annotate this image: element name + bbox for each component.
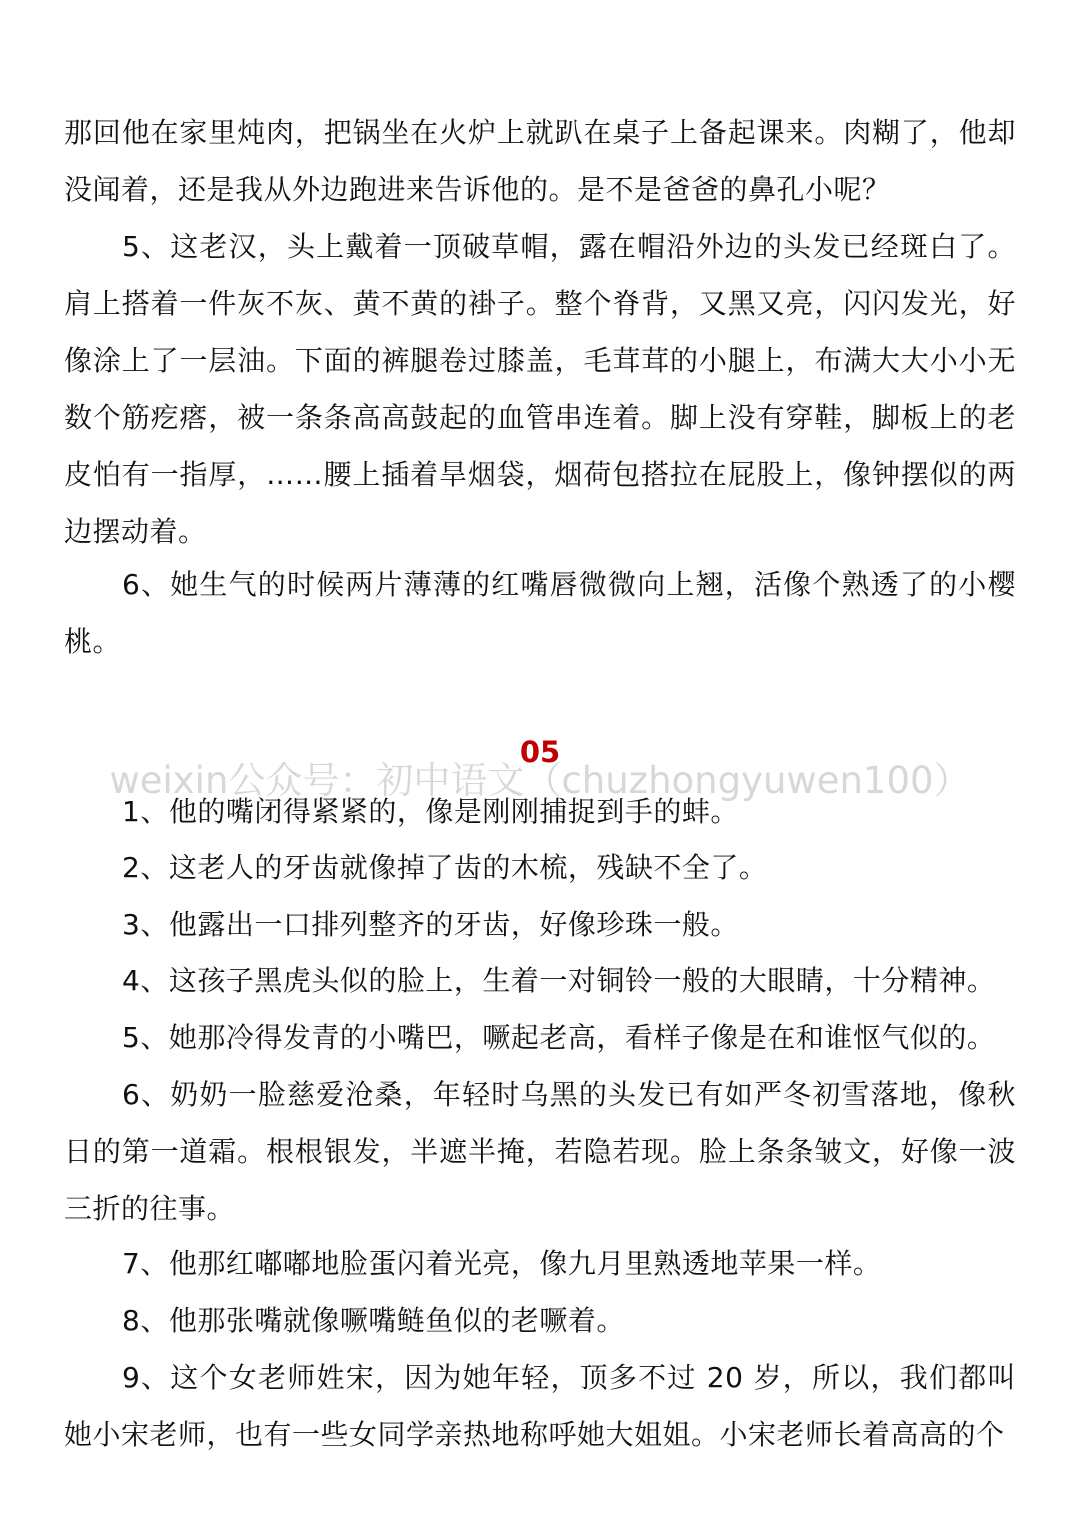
section-number: 05 [519,735,561,769]
list-item-7: 7、他那红嘟嘟地脸蛋闪着光亮，像九月里熟透地苹果一样。 [122,1247,882,1280]
watermark: weixin公众号：初中语文（chuzhongyuwen100） [109,759,971,802]
list-item-prev-5: 5、这老汉，头上戴着一顶破草帽，露在帽沿外边的头发已经斑白了。肩上搭着一件灰不灰、黄不黄的褂子。整个脊背，又黑又亮，闪闪发光，好像涂上了一层油。下面的裤腿卷过膝盖，毛茸茸的小腿上，布满大大小小无数个筋疙瘩，被一条条高高鼓起的血管串连着。脚上没有穿鞋，脚板上的老皮怕有一指厚，……腰上插着旱烟袋，烟荷包搭拉在屁股上，像钟摆似的两边摆动着。 [64,230,1016,548]
list-item-prev-6: 6、她生气的时候两片薄薄的红嘴唇微微向上翘，活像个熟透了的小樱桃。 [64,568,1016,658]
list-item-6: 6、奶奶一脸慈爱沧桑，年轻时乌黑的头发已有如严冬初雪落地，像秋日的第一道霜。根根银发，半遮半掩，若隐若现。脸上条条皱文，好像一波三折的往事。 [64,1078,1016,1225]
list-item-3: 3、他露出一口排列整齐的牙齿，好像珍珠一般。 [122,908,739,941]
list-item-4: 4、这孩子黑虎头似的脸上，生着一对铜铃一般的大眼睛，十分精神。 [122,964,996,997]
list-item-1: 1、他的嘴闭得紧紧的，像是刚刚捕捉到手的蚌。 [122,795,739,828]
list-item-9: 9、这个女老师姓宋，因为她年轻，顶多不过 20 岁，所以，我们都叫她小宋老师，也有一些女同学亲热地称呼她大姐姐。小宋老师长着高高的个 [64,1361,1016,1451]
continuation-paragraph: 那回他在家里炖肉，把锅坐在火炉上就趴在桌子上备起课来。肉糊了，他却没闻着，还是我从外边跑进来告诉他的。是不是爸爸的鼻孔小呢？ [64,116,1016,206]
list-item-2: 2、这老人的牙齿就像掉了齿的木梳，残缺不全了。 [122,851,768,884]
list-item-5: 5、她那冷得发青的小嘴巴，噘起老高，看样子像是在和谁怄气似的。 [122,1021,996,1054]
list-item-8: 8、他那张嘴就像噘嘴鲢鱼似的老噘着。 [122,1304,625,1337]
